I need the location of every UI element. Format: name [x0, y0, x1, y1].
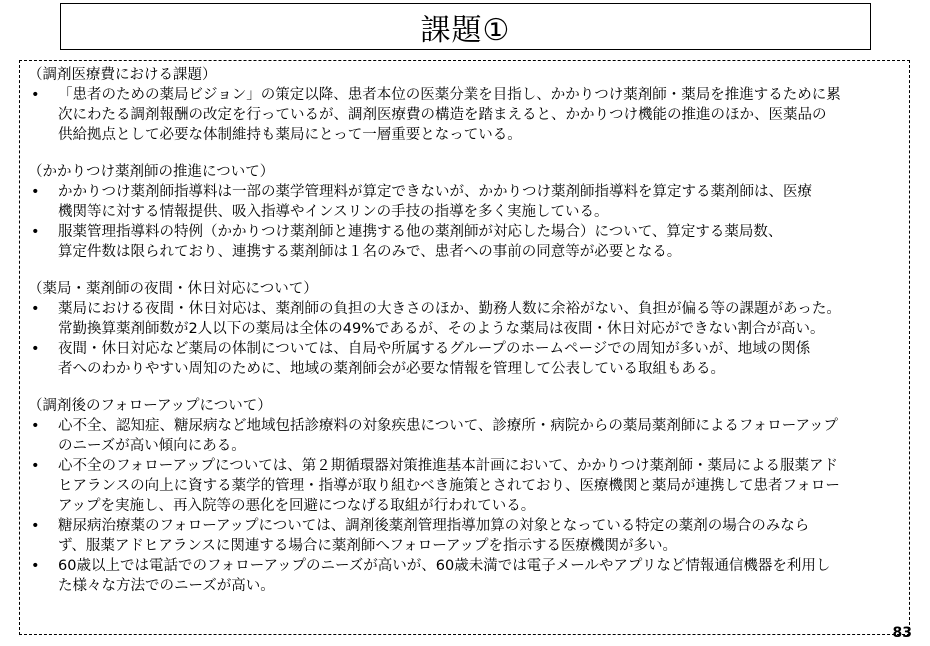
- bullet-text-line: 「患者のための薬局ビジョン」の策定以降、患者本位の医薬分業を目指し、かかりつけ薬剤師・薬局を推進するために累: [58, 87, 841, 103]
- bullet-item: [28, 516, 901, 556]
- bullet-dot-icon: •: [31, 341, 40, 357]
- bullet-item: [28, 556, 901, 596]
- bullet-dot-icon: •: [31, 224, 40, 240]
- bullet-text-line: 者へのわかりやすい周知のために、地域の薬剤師会が必要な情報を管理して公表している取組もある。: [58, 361, 725, 377]
- bullet-item: [28, 222, 901, 262]
- bullet-dot-icon: •: [31, 518, 40, 534]
- section-heading: （かかりつけ薬剤師の推進について）: [28, 164, 275, 180]
- bullet-item: [28, 339, 901, 379]
- bullet-text-line: 次にわたる調剤報酬の改定を行っているが、調剤医療費の構造を踏まえると、かかりつけ機能の推進のほか、医薬品の: [58, 107, 827, 123]
- bullet-text-line: ヒアランスの向上に資する薬学的管理・指導が取り組むべき施策とされており、医療機関と薬局が連携して患者フォロー: [58, 478, 840, 494]
- bullet-text-line: 算定件数は限られており、連携する薬剤師は１名のみで、患者への事前の同意等が必要となる。: [58, 244, 682, 260]
- bullet-text-line: 60歳以上では電話でのフォローアップのニーズが高いが、60歳未満では電子メールやアプリなど情報通信機器を利用し: [58, 558, 831, 574]
- bullet-list: [28, 416, 901, 596]
- section: [28, 162, 901, 262]
- bullet-text-line: アップを実施し、再入院等の悪化を回避につなげる取組が行われている。: [58, 498, 536, 514]
- bullet-text-line: 常勤換算薬剤師数が2人以下の薬局は全体の49%であるが、そのような薬局は夜間・休日対応ができない割合が高い。: [58, 321, 825, 337]
- content-box: [19, 60, 910, 635]
- bullet-item: [28, 299, 901, 339]
- section-heading: （調剤後のフォローアップについて）: [28, 398, 272, 414]
- bullet-text-line: 服薬管理指導料の特例（かかりつけ薬剤師と連携する他の薬剤師が対応した場合）について、算定する薬局数、: [58, 224, 783, 240]
- bullet-list: [28, 85, 901, 145]
- bullet-item: [28, 85, 901, 145]
- section-heading: （調剤医療費における課題）: [28, 67, 217, 83]
- bullet-text-line: ず、服薬アドヒアランスに関連する場合に薬剤師へフォローアップを指示する医療機関が多い。: [58, 538, 678, 554]
- bullet-text-line: 夜間・休日対応など薬局の体制については、自局や所属するグループのホームページでの周知が多いが、地域の関係: [58, 341, 811, 357]
- bullet-item: [28, 416, 901, 456]
- bullet-dot-icon: •: [31, 558, 40, 574]
- bullet-text-line: のニーズが高い傾向にある。: [58, 438, 246, 454]
- bullet-text-line: かかりつけ薬剤師指導料は一部の薬学管理料が算定できないが、かかりつけ薬剤師指導料を算定する薬剤師は、医療: [58, 184, 812, 200]
- bullet-text-line: 心不全のフォローアップについては、第２期循環器対策推進基本計画において、かかりつけ薬剤師・薬局による服薬アド: [58, 458, 838, 474]
- bullet-dot-icon: •: [31, 301, 40, 317]
- bullet-dot-icon: •: [31, 418, 40, 434]
- page-number: 83: [892, 625, 912, 641]
- bullet-dot-icon: •: [31, 458, 40, 474]
- bullet-text-line: 糖尿病治療薬のフォローアップについては、調剤後薬剤管理指導加算の対象となっている特定の薬剤の場合のみなら: [58, 518, 810, 534]
- bullet-dot-icon: •: [31, 87, 40, 103]
- section: [28, 65, 901, 145]
- bullet-dot-icon: •: [31, 184, 40, 200]
- bullet-list: [28, 182, 901, 262]
- title-box: [60, 3, 871, 50]
- bullet-text-line: 薬局における夜間・休日対応は、薬剤師の負担の大きさのほか、勤務人数に余裕がない、負担が偏る等の課題があった。: [58, 301, 841, 317]
- page-title: 課題①: [420, 12, 511, 48]
- section: [28, 279, 901, 379]
- bullet-text-line: 機関等に対する情報提供、吸入指導やインスリンの手技の指導を多く実施している。: [58, 204, 609, 220]
- bullet-item: [28, 456, 901, 516]
- bullet-item: [28, 182, 901, 222]
- bullet-text-line: 心不全、認知症、糖尿病など地域包括診療料の対象疾患について、診療所・病院からの薬局薬剤師によるフォローアップ: [58, 418, 838, 434]
- bullet-text-line: た様々な方法でのニーズが高い。: [58, 578, 275, 594]
- bullet-list: [28, 299, 901, 379]
- section-heading: （薬局・薬剤師の夜間・休日対応について）: [28, 281, 318, 297]
- bullet-text-line: 供給拠点として必要な体制維持も薬局にとって一層重要となっている。: [58, 127, 522, 143]
- section: [28, 396, 901, 596]
